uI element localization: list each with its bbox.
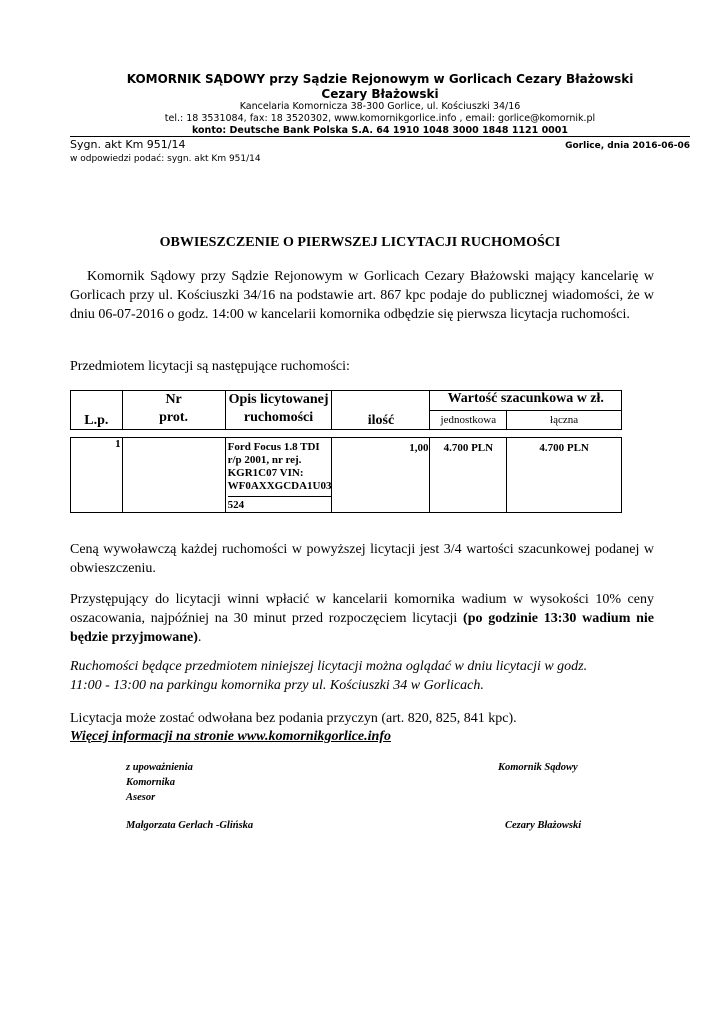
- header-divider: [70, 136, 690, 137]
- bank-account: konto: Deutsche Bank Polska S.A. 64 1910 1048 3000 1848 1121 0001: [191, 125, 569, 136]
- header-lp: L.p.: [71, 391, 123, 430]
- header-quantity: ilość: [332, 391, 430, 430]
- signature-right-name: Cezary Błażowski: [505, 820, 582, 831]
- row-quantity: 1,00: [332, 438, 430, 513]
- viewing-paragraph: Ruchomości będące przedmiotem niniejszej licytacji można oglądać w dniu licytacji w godz. 11:00 - 13:00 na parkingu komornika przy ul. Kościuszki 34 w Gorlicach.: [70, 659, 588, 693]
- intro-paragraph: Komornik Sądowy przy Sądzie Rejonowym w Gorlicach Cezary Błażowski mający kancelarię w Gorlicach przy ul. Kościuszki 34/16 na podstawie art. 867 kpc podaje do publicznej wiadomości, że w dniu 06-07-2016 o godz. 14:00 w kancelarii komornika odbędzie się pierwsza licytacja ruchomości.: [70, 269, 654, 322]
- reply-reference: w odpowiedzi podać: sygn. akt Km 951/14: [70, 154, 261, 164]
- header-unit-value: jednostkowa: [430, 410, 507, 430]
- header-total-value: łączna: [507, 410, 622, 430]
- header-nr-prot: Nr prot.: [122, 391, 225, 430]
- items-table: [70, 390, 622, 513]
- row-unit-value: 4.700 PLN: [430, 438, 507, 513]
- subject-line: Przedmiotem licytacji są następujące ruchomości:: [70, 359, 350, 374]
- office-address: Kancelaria Komornicza 38-300 Gorlice, ul. Kościuszki 34/16: [239, 101, 521, 112]
- more-info-link[interactable]: Więcej informacji na stronie www.komornikgorlice.info: [70, 729, 391, 744]
- table-spacer: [71, 430, 622, 438]
- bailiff-name: Cezary Błażowski: [321, 87, 439, 101]
- header-description: Opis licytowanej ruchomości: [225, 391, 332, 430]
- signature-right-title: Komornik Sądowy: [498, 762, 578, 773]
- row-lp: 1: [71, 438, 123, 513]
- header-value: Wartość szacunkowa w zł.: [430, 391, 622, 411]
- price-paragraph: Ceną wywoławczą każdej ruchomości w powyższej licytacji jest 3/4 wartości szacunkowej podanej w obwieszczeniu.: [70, 542, 654, 576]
- document-date: Gorlice, dnia 2016-06-06: [565, 141, 690, 151]
- table-row: [71, 438, 622, 513]
- wadium-paragraph: Przystępujący do licytacji winni wpłacić w kancelarii komornika wadium w wysokości 10% ceny oszacowania, najpóźniej na 30 minut przed rozpoczęciem licytacji (po godzinie 13:30 wadium nie będzie przyjmowane).: [70, 592, 654, 645]
- row-nr: [122, 438, 225, 513]
- signature-left: z upoważnienia Komornika Asesor: [126, 762, 193, 803]
- notice-title: OBWIESZCZENIE O PIERWSZEJ LICYTACJI RUCHOMOŚCI: [159, 235, 561, 250]
- row-total-value: 4.700 PLN: [507, 438, 622, 513]
- signature-left-name: Małgorzata Gerlach -Glińska: [126, 820, 254, 831]
- cancel-paragraph: Licytacja może zostać odwołana bez podania przyczyn (art. 820, 825, 841 kpc).: [70, 711, 517, 726]
- office-contact: tel.: 18 3531084, fax: 18 3520302, www.komornikgorlice.info , email: gorlice@komornik.pl: [164, 113, 596, 124]
- bailiff-title: KOMORNIK SĄDOWY przy Sądzie Rejonowym w Gorlicach Cezary Błażowski: [126, 72, 634, 86]
- case-signature: Sygn. akt Km 951/14: [70, 138, 186, 151]
- row-description: Ford Focus 1.8 TDI r/p 2001, nr rej. KGR1C07 VIN: WF0AXXGCDA1U03 524: [225, 438, 332, 513]
